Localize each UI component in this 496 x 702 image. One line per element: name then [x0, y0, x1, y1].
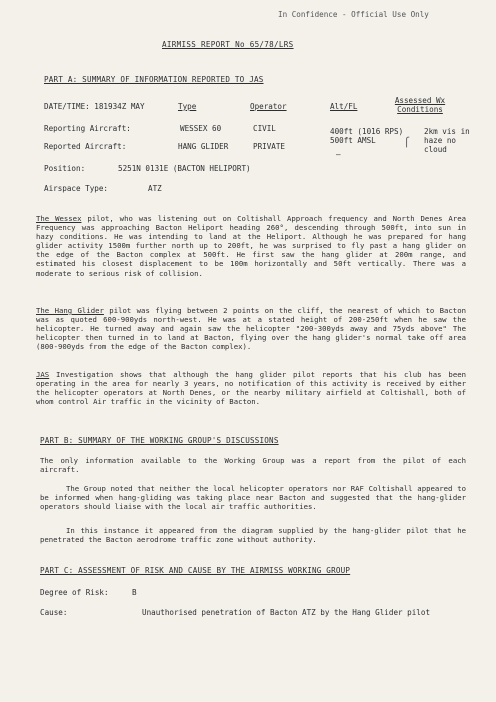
confidential-marking: In Confidence - Official Use Only	[278, 10, 429, 19]
cause-label: Cause:	[40, 608, 68, 617]
position-value: 5251N 0131E (BACTON HELIPORT)	[118, 164, 251, 173]
jas-body: Investigation shows that although the hang glider pilot reports that his club has been operating in the area for nearly 3 years, no notification of this activity is received by either the helicopter operators at North Denes, or the nearby military airfield at Coltishall, both of whom control Air traffic in the vicinity of Bacton.	[36, 370, 466, 407]
jas-lead: JAS	[36, 370, 50, 379]
reporting-aircraft-alt: 400ft (1016 RPS)	[330, 127, 404, 136]
column-operator: Operator	[250, 102, 287, 111]
part-b-paragraph-3: In this instance it appeared from the diagram supplied by the hang-glider pilot that he penetrated the Bacton aerodrome traffic zone without authority.	[40, 526, 466, 545]
part-b-paragraph-1: The only information available to the Working Group was a report from the pilot of each aircraft.	[40, 456, 466, 475]
part-c-heading: PART C: ASSESSMENT OF RISK AND CAUSE BY THE AIRMISS WORKING GROUP	[40, 566, 351, 575]
degree-of-risk-label: Degree of Risk:	[40, 588, 109, 597]
column-alt: Alt/FL	[330, 102, 358, 111]
reporting-aircraft-type: WESSEX 60	[180, 124, 222, 133]
position-label: Position:	[44, 164, 86, 173]
airspace-type-label: Airspace Type:	[44, 184, 109, 193]
wessex-pilot-paragraph	[36, 214, 466, 278]
reporting-aircraft-label: Reporting Aircraft:	[44, 124, 131, 133]
glider-body: pilot was flying between 2 points on the cliff, the nearest of which to Bacton was as quoted 600-900yds north-west. He was at a stated height of 200-250ft when he saw the helicopter. He turned away and again saw the helicopter "200-300yds away and 75yds above" The helicopter then turned in to land at Bacton, flying over the hang glider's normal take off area (800-900yds from the edge of the Bacton complex).	[36, 306, 466, 352]
glider-lead: The Hang Glider	[36, 306, 104, 315]
reporting-aircraft-operator: CIVIL	[253, 124, 276, 133]
weather-conditions: 2km vis in haze no cloud	[424, 127, 470, 154]
weather-brace-mark: ⎧	[404, 138, 410, 148]
report-reference: AIRMISS REPORT No 65/78/LRS	[162, 40, 294, 49]
reported-aircraft-operator: PRIVATE	[253, 142, 286, 151]
wessex-lead: The Wessex	[36, 214, 82, 223]
reported-aircraft-alt: 500ft AMSL	[330, 136, 376, 145]
degree-of-risk-value: B	[132, 588, 137, 597]
airspace-type-value: ATZ	[148, 184, 162, 193]
date-time-label: DATE/TIME: 181934Z MAY	[44, 102, 145, 111]
wessex-body: pilot, who was listening out on Coltishall Approach frequency and North Denes Area Frequency was approaching Bacton Heliport heading 260°, descending through 500ft, into sun in hazy conditions. He was intending to land at the Heliport. Although he was prepared for hang glider activity 1500m further north up to 200ft, he was surprised to fly past a hang glider on the edge of the Bacton complex at 500ft. He first saw the hang glider at 200m range, and estimated his closest displacement to be 100m horizontally and 50ft vertically. There was a moderate to serious risk of collision.	[36, 214, 466, 278]
jas-investigation-paragraph	[36, 370, 466, 406]
part-a-heading: PART A: SUMMARY OF INFORMATION REPORTED TO JAS	[44, 75, 264, 84]
cause-value: Unauthorised penetration of Bacton ATZ by the Hang Glider pilot	[142, 608, 431, 617]
reported-aircraft-alt-dash: —	[336, 150, 341, 159]
part-b-paragraph-2: The Group noted that neither the local helicopter operators nor RAF Coltishall appeared to be informed when hang-gliding was taking place near Bacton and suggested that the hang-glider operators should liaise with the local air traffic authorities.	[40, 484, 466, 512]
reported-aircraft-type: HANG GLIDER	[178, 142, 229, 151]
reported-aircraft-label: Reported Aircraft:	[44, 142, 127, 151]
column-weather: Assessed Wx Conditions	[394, 96, 446, 114]
part-b-heading: PART B: SUMMARY OF THE WORKING GROUP'S DISCUSSIONS	[40, 436, 279, 445]
hang-glider-paragraph	[36, 306, 466, 351]
column-type: Type	[178, 102, 197, 111]
